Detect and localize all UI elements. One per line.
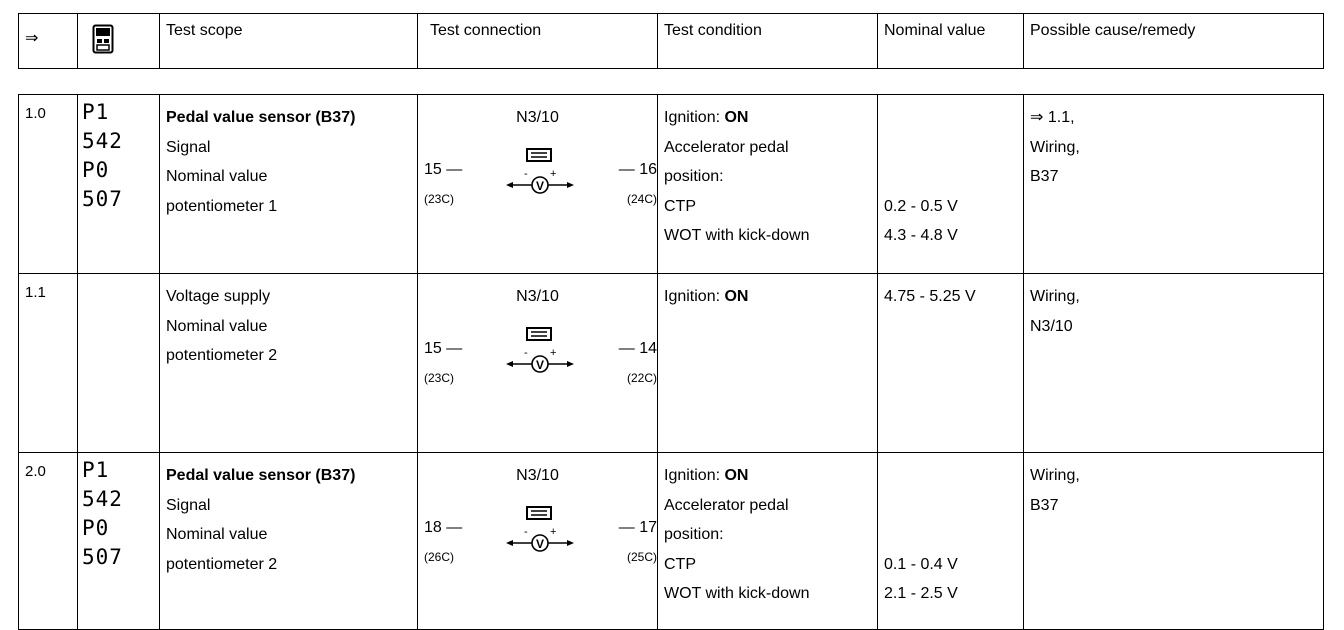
header-test-scope: Test scope <box>160 14 418 69</box>
svg-text:V: V <box>535 179 545 193</box>
connector-label: N3/10 <box>516 467 559 484</box>
voltmeter-icon <box>498 503 588 563</box>
pin-right: — 14 <box>618 340 657 357</box>
svg-text:-: - <box>524 347 528 359</box>
pin-left-sub: (23C) <box>424 192 455 206</box>
remedy-line: ⇒ 1.1, <box>1030 109 1075 126</box>
svg-text:-: - <box>524 168 528 180</box>
nominal-line <box>884 520 1023 550</box>
nominal-line: 0.1 - 0.4 V <box>884 555 958 573</box>
test-condition <box>658 95 878 274</box>
header-arrow: ⇒ <box>19 14 78 69</box>
scope-line: Signal <box>166 138 211 156</box>
condition-line: WOT with kick-down <box>664 227 810 244</box>
connector-label: N3/10 <box>516 109 559 126</box>
voltmeter-icon <box>498 324 588 384</box>
row-number <box>19 95 78 274</box>
test-connection <box>418 274 658 453</box>
scope-line: potentiometer 1 <box>166 197 278 215</box>
pin-left: 18 — <box>424 519 463 536</box>
scope-line: Signal <box>166 496 211 514</box>
header-test-condition: Test condition <box>658 14 878 69</box>
ignition-line <box>664 461 877 491</box>
test-condition <box>658 453 878 630</box>
condition-line: position: <box>664 526 724 543</box>
pin-left: 15 — <box>424 161 463 178</box>
condition-line: Accelerator pedal <box>664 496 789 514</box>
fault-code-block <box>78 95 159 214</box>
scope-line: Nominal value <box>166 526 268 543</box>
fault-codes <box>78 453 160 630</box>
pin-left-sub: (23C) <box>424 371 455 385</box>
remedy-text <box>1024 453 1323 520</box>
test-scope <box>160 95 418 274</box>
nominal-line: 4.75 - 5.25 V <box>884 288 976 305</box>
scope-title: Pedal value sensor (B37) <box>166 109 356 126</box>
fault-codes <box>78 274 160 453</box>
remedy-line: N3/10 <box>1030 317 1073 335</box>
svg-text:V: V <box>535 358 545 372</box>
nominal-line: 0.2 - 0.5 V <box>884 197 958 215</box>
header-table <box>18 13 1324 69</box>
row-number-text: 1.0 <box>25 105 46 122</box>
nominal-line <box>884 133 1023 163</box>
condition-line: WOT with kick-down <box>664 585 810 602</box>
ignition-line <box>664 282 877 312</box>
tester-icon <box>92 24 114 54</box>
scope-line: Voltage supply <box>166 288 271 305</box>
connector-label: N3/10 <box>516 288 559 305</box>
voltmeter-icon <box>498 145 588 205</box>
pin-right-sub: (24C) <box>626 192 657 206</box>
remedy-text <box>1024 95 1323 192</box>
fault-code: P0 507 <box>82 158 123 211</box>
nominal-value <box>878 453 1024 630</box>
nominal-line <box>884 461 1023 491</box>
fault-code: P1 542 <box>82 458 123 511</box>
condition-text <box>658 95 877 251</box>
header-nominal-value: Nominal value <box>878 14 1024 69</box>
nominal-text <box>878 453 1023 609</box>
possible-remedy <box>1024 274 1324 453</box>
nominal-value <box>878 95 1024 274</box>
test-scope <box>160 453 418 630</box>
ignition-label: Ignition: <box>664 288 725 305</box>
remedy-line: Wiring, <box>1030 138 1080 156</box>
pin-left: 15 — <box>424 340 463 357</box>
nominal-line: 2.1 - 2.5 V <box>884 585 958 602</box>
fault-codes <box>78 95 160 274</box>
possible-remedy <box>1024 453 1324 630</box>
svg-text:V: V <box>535 537 545 551</box>
svg-text:-: - <box>524 526 528 538</box>
condition-line: position: <box>664 168 724 185</box>
remedy-line: Wiring, <box>1030 467 1080 484</box>
condition-line: CTP <box>664 555 696 573</box>
test-scope-text <box>160 274 417 371</box>
row-number <box>19 274 78 453</box>
svg-text:+: + <box>550 168 557 180</box>
condition-line: Accelerator pedal <box>664 138 789 156</box>
scope-line: potentiometer 2 <box>166 555 278 573</box>
nominal-line <box>884 103 1023 133</box>
row-number-text: 1.1 <box>25 284 46 301</box>
connection-diagram <box>418 274 657 452</box>
test-scope-text <box>160 95 417 221</box>
remedy-line: B37 <box>1030 168 1059 185</box>
connection-diagram <box>418 95 657 273</box>
pin-left-sub: (26C) <box>424 550 455 564</box>
pin-right: — 16 <box>618 161 657 178</box>
row-number-text: 2.0 <box>25 463 46 480</box>
nominal-text <box>878 274 1023 312</box>
header-test-connection: Test connection <box>418 14 658 69</box>
nominal-line <box>884 491 1023 521</box>
scope-title: Pedal value sensor (B37) <box>166 467 356 484</box>
scope-line: Nominal value <box>166 317 268 335</box>
possible-remedy <box>1024 95 1324 274</box>
test-table <box>18 94 1324 630</box>
pin-right-sub: (25C) <box>626 550 657 564</box>
table-row <box>19 274 1324 453</box>
condition-text <box>658 453 877 609</box>
fault-code-block <box>78 274 159 277</box>
svg-text:+: + <box>550 347 557 359</box>
ignition-label: Ignition: <box>664 109 725 126</box>
test-scope-text <box>160 453 417 579</box>
test-condition <box>658 274 878 453</box>
svg-text:+: + <box>550 526 557 538</box>
scope-line: potentiometer 2 <box>166 347 278 364</box>
ignition-state: ON <box>724 467 749 484</box>
ignition-state: ON <box>724 288 749 305</box>
nominal-line <box>884 162 1023 192</box>
test-scope <box>160 274 418 453</box>
test-connection <box>418 453 658 630</box>
ignition-label: Ignition: <box>664 467 725 484</box>
fault-code: P1 542 <box>82 100 123 153</box>
pin-right-sub: (22C) <box>626 371 657 385</box>
remedy-line: B37 <box>1030 496 1059 514</box>
fault-code-block <box>78 453 159 572</box>
header-possible-cause: Possible cause/remedy <box>1024 14 1324 69</box>
table-row <box>19 453 1324 630</box>
pin-right: — 17 <box>618 519 657 536</box>
row-number <box>19 453 78 630</box>
header-icon-cell <box>78 14 160 69</box>
connection-diagram <box>418 453 657 629</box>
remedy-line: Wiring, <box>1030 288 1080 305</box>
condition-text <box>658 274 877 312</box>
ignition-state: ON <box>724 109 749 126</box>
remedy-text <box>1024 274 1323 341</box>
nominal-text <box>878 95 1023 251</box>
nominal-line: 4.3 - 4.8 V <box>884 227 958 244</box>
fault-code: P0 507 <box>82 516 123 569</box>
ignition-line <box>664 103 877 133</box>
condition-line: CTP <box>664 197 696 215</box>
test-connection <box>418 95 658 274</box>
nominal-value <box>878 274 1024 453</box>
scope-line: Nominal value <box>166 168 268 185</box>
table-row <box>19 95 1324 274</box>
